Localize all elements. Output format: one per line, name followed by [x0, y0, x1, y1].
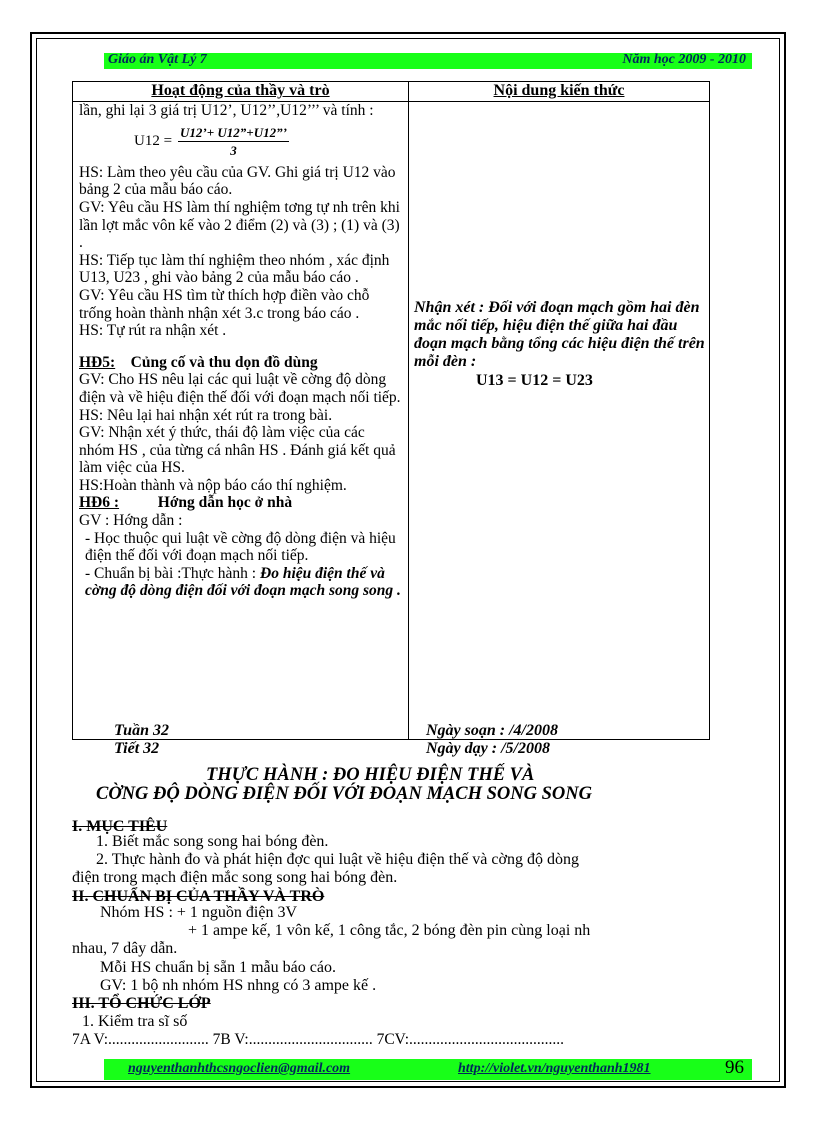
- footer-band: [104, 1059, 752, 1080]
- text-p3: GV: Yêu cầu HS làm thí nghiệm tơng tự nh trên khi lần lợt mắc vôn kế vào 2 điểm (2) và (3) ; (1) và (3) .: [79, 198, 400, 252]
- text-p7: GV: Cho HS nêu lại các qui luật về cờng độ dòng điện và về hiệu điện thế đối với đoạn mạch nối tiếp.: [79, 371, 401, 406]
- formula-numerator: U12’+ U12”+U12”’: [178, 124, 289, 143]
- s2-item-2: + 1 ampe kế, 1 vôn kế, 1 công tắc, 2 bóng đèn pin cùng loại nh: [188, 922, 591, 939]
- text-p5: GV: Yêu cầu HS tìm từ thích hợp điền vào chỗ trống hoàn thành nhận xét 3.c trong báo cáo .: [79, 286, 370, 322]
- text-p13-bold: Đo hiệu điện thế và cờng độ dòng điện đối với đoạn mạch song song .: [85, 564, 401, 600]
- section-1-heading: I. MỤC TIÊU: [72, 818, 168, 835]
- s1-item-1: 1. Biết mắc song song hai bóng đèn.: [96, 833, 329, 850]
- hd6-code: HĐ6 :: [79, 494, 120, 512]
- col-header-activities: Hoạt động của thầy và trò: [73, 82, 409, 102]
- text-p6: HS: Tự rút ra nhận xét .: [79, 322, 227, 340]
- s2-item-1: Nhóm HS : + 1 nguồn điện 3V: [100, 904, 298, 921]
- text-p1: lần, ghi lại 3 giá trị U12’, U12’’,U12’’’ và tính :: [79, 102, 374, 119]
- col-header-content: Nội dung kiến thức: [409, 82, 710, 102]
- text-p13-prefix: - Chuẩn bị bài :Thực hành :: [85, 564, 260, 582]
- text-p11: GV : Hớng dẫn :: [79, 512, 183, 530]
- lesson-number: Tiết 32: [114, 740, 160, 757]
- text-p2: HS: Làm theo yêu cầu của GV. Ghi giá trị U12 vào bảng 2 của mẫu báo cáo.: [79, 163, 396, 199]
- text-p12: - Học thuộc qui luật về cờng độ dòng điện và hiệu điện thế đối với đoạn mạch nối tiếp.: [85, 529, 396, 565]
- lesson-title-line1: THỰC HÀNH : ĐO HIỆU ĐIỆN THẾ VÀ: [206, 765, 535, 785]
- hd5-title: Củng cố và thu dọn đồ dùng: [130, 353, 318, 371]
- remark-equation: U13 = U12 = U23: [476, 372, 593, 389]
- remark-text: Nhận xét : Đối với đoạn mạch gồm hai đèn mắc nối tiếp, hiệu điện thế giữa hai đầu đoạn mạch bằng tổng các hiệu điện thế trên mỗi đèn :: [414, 299, 705, 370]
- activities-cell: [73, 102, 409, 740]
- formula: [134, 124, 402, 160]
- formula-lhs: U12 =: [134, 132, 173, 149]
- hd6-heading: [79, 494, 402, 512]
- section-3-heading: III. TỔ CHỨC LỚP: [72, 995, 211, 1012]
- content-cell: [409, 102, 710, 740]
- s2-item-3: nhau, 7 dây dẫn.: [72, 940, 178, 957]
- class-attendance-line: 7A V:.......................... 7B V:................................ 7CV:........................................: [72, 1031, 565, 1048]
- text-p9: GV: Nhận xét ý thức, thái độ làm việc của các nhóm HS , của từng cá nhân HS . Đánh giá kết quả làm việc của HS.: [79, 424, 396, 477]
- footer-email[interactable]: nguyenthanhthcsngoclien@gmail.com: [128, 1061, 351, 1076]
- header-band: [104, 53, 752, 69]
- text-p4: HS: Tiếp tục làm thí nghiệm theo nhóm , xác định U13, U23 , ghi vào bảng 2 của mẫu báo cáo .: [79, 251, 390, 287]
- hd5-heading: [79, 354, 402, 372]
- s2-item-4: Mỗi HS chuẩn bị sẵn 1 mẫu báo cáo.: [100, 959, 336, 976]
- header-left: Giáo án Vật Lý 7: [108, 52, 207, 67]
- footer-url[interactable]: http://violet.vn/nguyenthanh1981: [458, 1061, 651, 1076]
- week-label: Tuần 32: [114, 722, 169, 739]
- date-prepared: Ngày soạn : /4/2008: [426, 722, 558, 739]
- hd6-title: Hớng dẫn học ở nhà: [157, 494, 293, 512]
- text-p10: HS:Hoàn thành và nộp báo cáo thí nghiệm.: [79, 476, 347, 494]
- text-p13: [79, 565, 402, 600]
- date-taught: Ngày dạy : /5/2008: [426, 740, 550, 757]
- s3-item-1: 1. Kiểm tra sĩ số: [82, 1013, 188, 1030]
- page-number: 96: [725, 1057, 744, 1078]
- s1-item-2: 2. Thực hành đo và phát hiện đợc qui luật về hiệu điện thế và cờng độ dòng: [96, 851, 579, 868]
- lesson-table: [72, 81, 710, 740]
- s2-item-5: GV: 1 bộ nh nhóm HS nhng có 3 ampe kế .: [100, 977, 377, 994]
- hd5-code: HĐ5:: [79, 353, 116, 371]
- section-2-heading: II. CHUẨN BỊ CỦA THẦY VÀ TRÒ: [72, 888, 325, 905]
- s1-item-3: điện trong mạch điện mắc song song hai bóng đèn.: [72, 869, 398, 886]
- formula-denominator: 3: [230, 143, 237, 159]
- header-right: Năm học 2009 - 2010: [622, 52, 746, 67]
- lesson-title-line2: CỜNG ĐỘ DÒNG ĐIỆN ĐỐI VỚI ĐOẠN MẠCH SONG SONG: [96, 784, 592, 804]
- text-p8: HS: Nêu lại hai nhận xét rút ra trong bài.: [79, 406, 333, 424]
